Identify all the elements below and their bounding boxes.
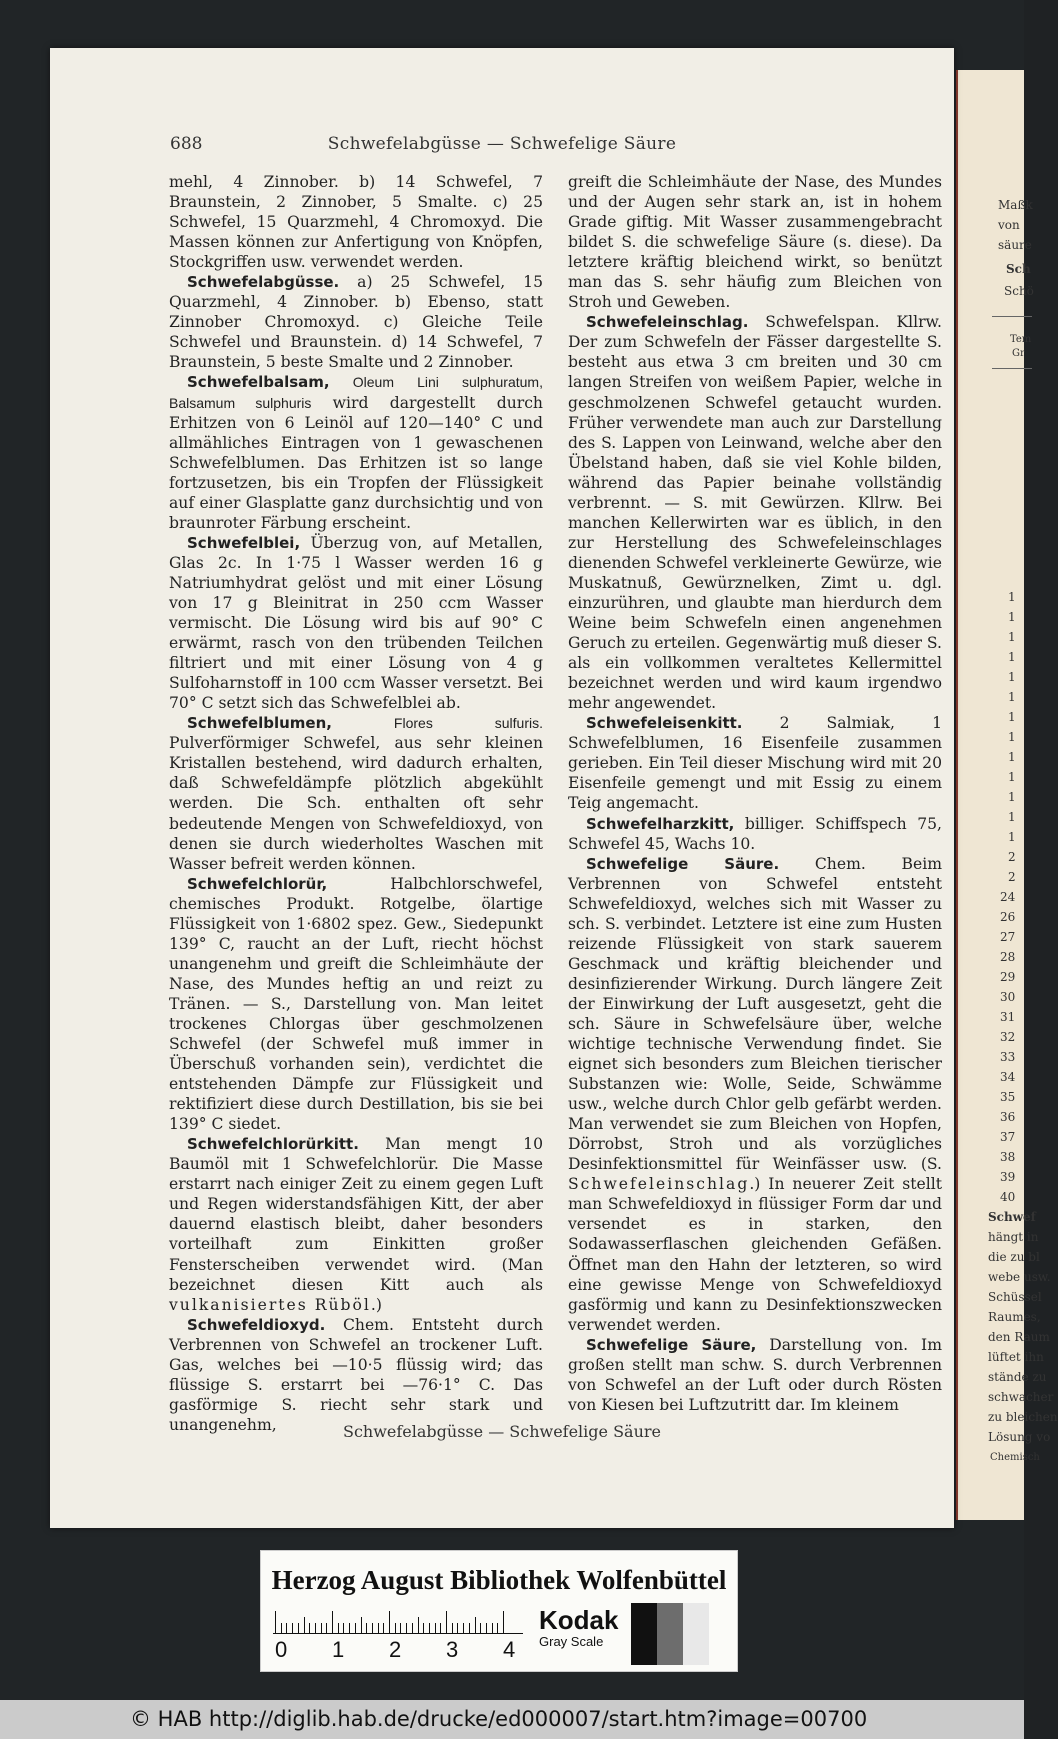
left-column: [169, 172, 543, 1435]
ruler-tick: [497, 1623, 498, 1633]
ruler-number: 3: [446, 1637, 459, 1662]
ruler-tick: [309, 1623, 310, 1633]
ruler-tick: [475, 1617, 476, 1633]
library-name: Herzog August Bibliothek Wolfenbüttel: [271, 1565, 727, 1595]
adjacent-fragment: Schüssel: [988, 1290, 1042, 1304]
headword: Schwefelabgüsse.: [187, 273, 340, 292]
ruler-tick: [486, 1623, 487, 1633]
adjacent-rule: [992, 368, 1032, 369]
adjacent-line-number: 34: [1000, 1070, 1016, 1084]
ruler-number: 2: [389, 1637, 402, 1662]
adjacent-fragment: Raumes,: [988, 1310, 1041, 1324]
adjacent-line-number: 33: [1000, 1050, 1016, 1064]
adjacent-line-number: 35: [1000, 1090, 1016, 1104]
headword: Schwefelige Säure.: [586, 854, 780, 873]
adjacent-line-number: 26: [1000, 910, 1016, 924]
ruler-tick: [355, 1623, 356, 1633]
adjacent-fragment: die zu bl: [988, 1250, 1040, 1264]
ruler-tick: [429, 1623, 430, 1633]
gray-swatch-black: [631, 1603, 657, 1665]
ruler-tick: [435, 1623, 436, 1633]
ruler-tick: [315, 1623, 316, 1633]
adjacent-line-number: 31: [1000, 1010, 1016, 1024]
adjacent-fragment: säure: [998, 238, 1032, 252]
ruler-tick: [286, 1623, 287, 1633]
right-column: [568, 172, 942, 1415]
adjacent-fragment: webe usw.: [988, 1270, 1051, 1284]
adjacent-line-number: 1: [1008, 750, 1016, 764]
kodak-brand: Kodak: [539, 1605, 619, 1635]
ruler-tick: [469, 1623, 470, 1633]
ruler-baseline: [273, 1633, 523, 1634]
adjacent-fragment: den Raum: [988, 1330, 1050, 1344]
entry-schwefelige-saeure: Schwefelige Säure. Chem. Beim Verbrennen von Schwefel entsteht Schwefeldioxyd, welches sich mit Wasser zu sch. S. verbindet. Letztere ist eine zum Husten reizende Flüssigkeit von stark sauerem Geschmack und kräftig bleichender und desinfizierender Wirkung. Durch längere Zeit der Einwirkung der Luft ausgesetzt, geht die sch. Säure in Schwefelsäure über, welche wichtige technische Verwendung findet. Sie eignet sich besonders zum Bleichen tierischer Substanzen wie: Wolle, Seide, Schwämme usw., welche durch Chlor gelb gefärbt werden. Man verwendet sie zum Bleichen von Hopfen, Dörrobst, Stroh und als vorzügliches Desinfektionsmittel für Weinfässer usw. (S. Schwefeleinschlag.) In neuerer Zeit stellt man Schwefeldioxyd in flüssiger Form dar und versendet es in starken, den Sodawasserflaschen gleichenden Gefäßen. Öffnet man den Hahn der letzteren, so wird eine gewisse Menge von Schwefeldioxyd gasförmig und kann zu Desinfektionszwecken verwendet werden.: [568, 854, 942, 1334]
headword: Schwefelharzkitt,: [586, 814, 735, 833]
adjacent-line-number: 40: [1000, 1190, 1016, 1204]
ruler-tick: [492, 1623, 493, 1633]
adjacent-line-number: 32: [1000, 1030, 1016, 1044]
latin-term: Oleum Lini sulphuratum, Balsamum sulphuris: [169, 374, 543, 411]
adjacent-line-number: 1: [1008, 790, 1016, 804]
adjacent-line-number: 39: [1000, 1170, 1016, 1184]
adjacent-fragment: Maßk: [998, 198, 1033, 212]
ruler-tick: [412, 1623, 413, 1633]
ruler-tick: [292, 1623, 293, 1633]
ruler-tick: [372, 1623, 373, 1633]
adjacent-fragment: schwacher: [988, 1390, 1054, 1404]
ruler-tick: [480, 1623, 481, 1633]
adjacent-line-number: 1: [1008, 590, 1016, 604]
headword: Schwefelbalsam,: [187, 373, 330, 392]
ruler-tick: [326, 1623, 327, 1633]
footer-bar: [0, 1700, 1024, 1739]
entry-schwefelige-saeure-darstellung: Schwefelige Säure, Darstellung von. Im großen stellt man schw. S. durch Verbrennen von Schwefel an der Luft oder durch Rösten von Kiesen bei Luftzutritt dar. Im kleinem: [568, 1335, 942, 1414]
entry-schwefelchloruer: Schwefelchlorür, Halbchlorschwefel, chemisches Produkt. Rotgelbe, ölartige Flüssigkeit von 1·6802 spez. Gew., Siedepunkt 139° C, raucht an der Luft, riecht höchst unangenehm und greift die Schleimhäute der Nase, des Mundes heftig an und reizt zu Tränen. — S., Darstellung von. Man leitet trockenes Chlorgas über geschmolzenen Schwefel (der Schwefel muß immer in Überschuß vorhanden sein), verdichtet die entstehenden Dämpfe zur Flüssigkeit und rektifiziert diese durch Destillation, bis sie bei 139° C siedet.: [169, 874, 543, 1134]
adjacent-line-number: 1: [1008, 810, 1016, 824]
adjacent-fragment: Sch: [1006, 262, 1031, 276]
adjacent-line-number: 2: [1008, 870, 1016, 884]
entry-continuation: greift die Schleimhäute der Nase, des Mundes und der Augen sehr stark an, ist in hohem Grade giftig. Mit Wasser zusammengebracht bildet S. die schwefelige Säure (s. diese). Da letztere kräftig bleichend wirkt, so benützt man das S. sehr häufig zum Bleichen von Stroh und Geweben.: [568, 173, 942, 312]
adjacent-fragment: lüftet ihn: [988, 1350, 1044, 1364]
ruler-tick: [304, 1617, 305, 1633]
ruler-tick: [457, 1623, 458, 1633]
entry-schwefelharzkitt: Schwefelharzkitt, billiger. Schiffspech 75, Schwefel 45, Wachs 10.: [568, 814, 942, 853]
adjacent-line-number: 36: [1000, 1110, 1016, 1124]
ruler-number: 4: [503, 1637, 516, 1662]
ruler-tick: [463, 1623, 464, 1633]
entry-continuation: mehl, 4 Zinnober. b) 14 Schwefel, 7 Braunstein, 2 Zinnober, 5 Smalte. c) 25 Schwefel, 15 Quarzmehl, 4 Chromoxyd. Die Massen können zur Anfertigung von Knöpfen, Stockgriffen usw. verwendet werden.: [169, 173, 543, 272]
ruler-tick: [361, 1617, 362, 1633]
adjacent-rule: [992, 316, 1032, 317]
ruler: [273, 1609, 541, 1663]
adjacent-line-number: 1: [1008, 710, 1016, 724]
adjacent-line-number: 1: [1008, 730, 1016, 744]
entry-schwefeldioxyd: Schwefeldioxyd. Chem. Entsteht durch Verbrennen von Schwefel an trockener Luft. Gas, welches bei —10·5 flüssig wird; das flüssige S. erstarrt bei —76·1° C. Das gasförmige S. riecht sehr stark und unangenehm,: [169, 1315, 543, 1434]
adjacent-line-number: 1: [1008, 630, 1016, 644]
entry-schwefelblei: Schwefelblei, Überzug von, auf Metallen, Glas 2c. In 1·75 l Wasser werden 16 g Natriumhydrat gelöst und mit einer Lösung von 17 g Bleinitrat in 250 ccm Wasser vermischt. Die Lösung wird bis auf 90° C erwärmt, rasch von den trübenden Teilchen filtriert und mit einer Lösung von 4 g Sulfoharnstoff in 100 ccm Wasser versetzt. Bei 70° C setzt sich das Schwefelblei ab.: [169, 533, 543, 713]
ruler-tick: [452, 1623, 453, 1633]
ruler-tick: [281, 1623, 282, 1633]
ruler-tick: [395, 1623, 396, 1633]
ruler-number: 1: [332, 1637, 345, 1662]
ruler-tick: [338, 1623, 339, 1633]
kodak-label: [539, 1605, 618, 1649]
adjacent-fragment: Schö: [1004, 284, 1034, 298]
entry-schwefelabguesse: Schwefelabgüsse. a) 25 Schwefel, 15 Quarzmehl, 4 Zinnober. b) Ebenso, statt Zinnober Chromoxyd. c) Gleiche Teile Schwefel und Braunstein. d) 14 Schwefel, 7 Braunstein, 5 beste Smalte und 2 Zinnober.: [169, 273, 543, 372]
adjacent-page: [956, 70, 1058, 1520]
ruler-tick: [446, 1611, 447, 1633]
spaced-term: Schwefeleinschlag: [568, 1175, 750, 1194]
adjacent-fragment: Tem: [1010, 334, 1032, 345]
adjacent-line-number: 37: [1000, 1130, 1016, 1144]
gray-swatch-mid: [657, 1603, 683, 1665]
running-title: Schwefelabgüsse — Schwefelige Säure: [327, 134, 677, 154]
adjacent-fragment: Chemisch: [990, 1452, 1040, 1463]
spaced-term: vulkanisiertes Rüböl: [169, 1295, 371, 1314]
adjacent-fragment: von: [998, 218, 1020, 232]
gray-scale-label: Gray Scale: [539, 1634, 604, 1649]
ruler-tick: [400, 1623, 401, 1633]
ruler-tick: [298, 1623, 299, 1633]
ruler-number: 0: [275, 1637, 288, 1662]
page-number: 688: [170, 134, 203, 154]
headword: Schwefeleinschlag.: [586, 313, 749, 332]
adjacent-line-number: 1: [1008, 830, 1016, 844]
ruler-tick: [275, 1611, 276, 1633]
page-footer-title: Schwefelabgüsse — Schwefelige Säure: [342, 1422, 662, 1441]
ruler-tick: [378, 1623, 379, 1633]
headword: Schwefelchlorürkitt.: [187, 1135, 359, 1154]
headword: Schwefelige Säure,: [586, 1335, 757, 1354]
adjacent-line-number: 1: [1008, 670, 1016, 684]
adjacent-line-number: 38: [1000, 1150, 1016, 1164]
ruler-tick: [389, 1611, 390, 1633]
document-page: [50, 48, 954, 1528]
adjacent-line-number: 30: [1000, 990, 1016, 1004]
entry-schwefeleisenkitt: Schwefeleisenkitt. 2 Salmiak, 1 Schwefelblumen, 16 Eisenfeile zusammen gerieben. Ein Teil dieser Mischung wird mit 20 Eisenfeile gemengt und mit Essig zu einem Teig angemacht.: [568, 714, 942, 813]
ruler-tick: [366, 1623, 367, 1633]
entry-schwefelbalsam: Schwefelbalsam, Oleum Lini sulphuratum, Balsamum sulphuris wird dargestellt durch Erhitzen von 6 Leinöl auf 120—140° C und allmähliches Eintragen von 1 gewaschenen Schwefelblumen. Das Erhitzen ist so lange fortzusetzen, bis ein Tropfen der Flüssigkeit auf einer Glasplatte ganz durchsichtig und von braunroter Färbung erscheint.: [169, 373, 543, 532]
ruler-tick: [321, 1623, 322, 1633]
ruler-tick: [343, 1623, 344, 1633]
ruler-tick: [349, 1623, 350, 1633]
ruler-tick: [383, 1623, 384, 1633]
adjacent-fragment: Gr: [1012, 348, 1025, 359]
entry-schwefelblumen: Schwefelblumen, Flores sulfuris. Pulverförmiger Schwefel, aus sehr kleinen Kristallen bestehend, wird dadurch erhalten, daß Schwefeldämpfe plötzlich abgekühlt werden. Die Sch. enthalten oft sehr bedeutende Mengen von Schwefeldioxyd, von denen sie durch wiederholtes Waschen mit Wasser befreit werden können.: [169, 714, 543, 873]
headword: Schwefeldioxyd.: [187, 1315, 326, 1334]
adjacent-fragment: Lösung vo: [988, 1430, 1051, 1444]
headword: Schwefelblumen,: [187, 714, 332, 733]
ruler-tick: [332, 1611, 333, 1633]
adjacent-fragment: zu bleichen: [988, 1410, 1058, 1424]
adjacent-fragment: Schwef: [988, 1210, 1036, 1224]
calibration-card: [260, 1550, 738, 1672]
adjacent-line-number: 1: [1008, 770, 1016, 784]
gray-swatch-light: [683, 1603, 709, 1665]
adjacent-line-number: 27: [1000, 930, 1016, 944]
copyright-link[interactable]: © HAB http://diglib.hab.de/drucke/ed000007/start.htm?image=00700: [130, 1707, 868, 1731]
headword: Schwefelblei,: [187, 533, 301, 552]
ruler-tick: [418, 1617, 419, 1633]
adjacent-line-number: 29: [1000, 970, 1016, 984]
ruler-tick: [423, 1623, 424, 1633]
adjacent-fragment: hängt in: [988, 1230, 1039, 1244]
headword: Schwefelchlorür,: [187, 874, 328, 893]
ruler-tick: [440, 1623, 441, 1633]
entry-schwefeleinschlag: Schwefeleinschlag. Schwefelspan. Kllrw. Der zum Schwefeln der Fässer dargestellte S. besteht aus etwa 3 cm breiten und 30 cm langen Streifen von weißem Papier, welche in geschmolzenen Schwefel getaucht wurden. Früher verwendete man auch zur Darstellung des S. Lappen von Leinwand, welche aber den Übelstand haben, daß sie viel Kohle bilden, während das Papier beinahe vollständig verbrennt. — S. mit Gewürzen. Kllrw. Bei manchen Kellerwirten war es üblich, in den zur Herstellung des Schwefeleinschlages dienenden Schwefel verkleinerte Gewürze, wie Muskatnuß, Gewürznelken, Zimt u. dgl. einzurühren, und glaubte man hierdurch dem Weine beim Schwefeln einen angenehmen Geruch zu erteilen. Gegenwärtig muß dieser S. als ein vollkommen veraltetes Kellermittel bezeichnet werden und wird kaum irgendwo mehr angewendet.: [568, 313, 942, 713]
adjacent-line-number: 1: [1008, 610, 1016, 624]
headword: Schwefeleisenkitt.: [586, 714, 743, 733]
adjacent-line-number: 28: [1000, 950, 1016, 964]
ruler-tick: [503, 1611, 504, 1633]
adjacent-fragment: stände zu: [988, 1370, 1047, 1384]
adjacent-line-number: 24: [1000, 890, 1016, 904]
latin-term: Flores sulfuris.: [331, 715, 543, 732]
adjacent-line-number: 2: [1008, 850, 1016, 864]
ruler-tick: [406, 1623, 407, 1633]
adjacent-line-number: 1: [1008, 650, 1016, 664]
adjacent-line-number: 1: [1008, 690, 1016, 704]
entry-schwefelchloruerkitt: Schwefelchlorürkitt. Man mengt 10 Baumöl mit 1 Schwefelchlorür. Die Masse erstarrt nach einiger Zeit zu einem gegen Luft und Regen widerstandsfähigen Kitt, der aber dauernd elastisch bleibt, daher besonders vorteilhaft zum Einkitten großer Fensterscheiben verwendet wird. (Man bezeichnet diesen Kitt auch als vulkanisiertes Rüböl.): [169, 1135, 543, 1314]
